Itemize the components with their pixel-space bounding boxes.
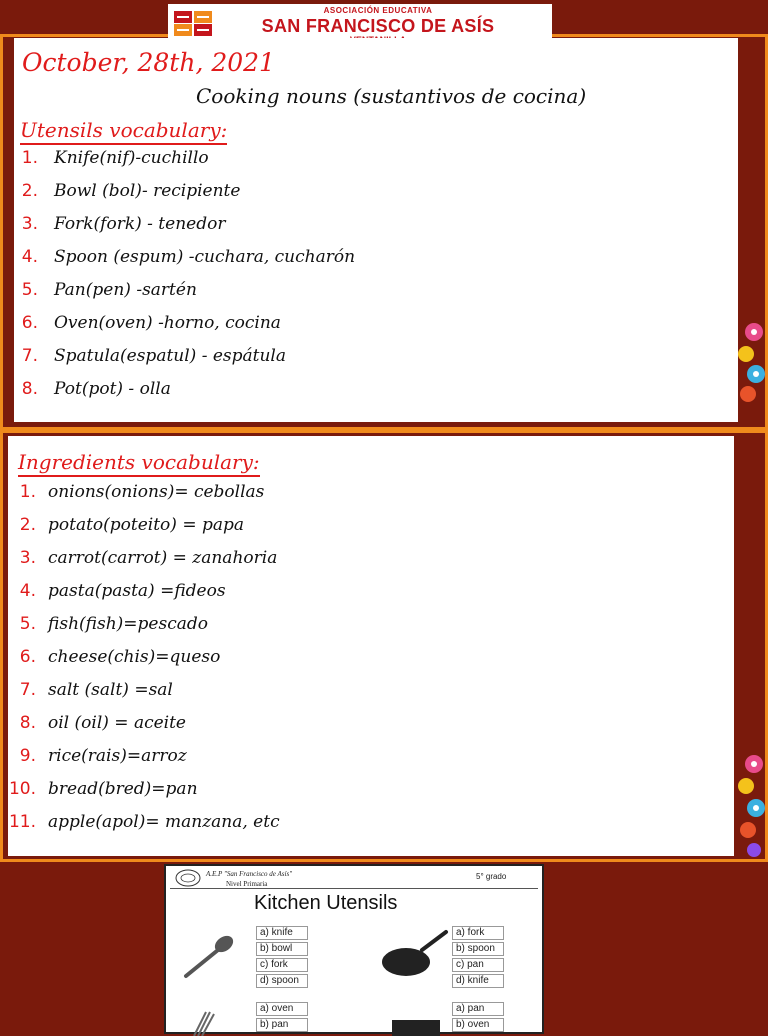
school-logo-icon xyxy=(172,7,236,37)
list-item-text: onions(onions)= cebollas xyxy=(48,482,265,502)
worksheet-divider xyxy=(170,888,538,889)
worksheet-school: A.E.P "San Francisco de Asís" xyxy=(206,870,293,878)
list-item-text: cheese(chis)=queso xyxy=(48,647,221,667)
ingredients-panel xyxy=(8,436,734,856)
ingredients-section-title xyxy=(18,450,260,474)
flower-decoration-icon xyxy=(734,318,768,408)
list-item-number: 10. xyxy=(8,779,36,799)
answer-option[interactable]: a) fork xyxy=(452,926,504,940)
date-line xyxy=(22,48,275,77)
answer-option[interactable]: b) spoon xyxy=(452,942,504,956)
answer-option[interactable]: c) pan xyxy=(452,958,504,972)
list-item-text: carrot(carrot) = zanahoria xyxy=(48,548,278,568)
list-item-number: 4. xyxy=(19,581,36,601)
list-item-text: Spatula(espatul) - espátula xyxy=(54,346,287,366)
list-item-text: fish(fish)=pescado xyxy=(48,614,208,634)
list-item-number: 3. xyxy=(19,548,36,568)
school-seal-icon xyxy=(174,869,202,887)
list-item-text: rice(rais)=arroz xyxy=(48,746,187,766)
list-item-number: 6. xyxy=(21,313,38,333)
list-item-text: oil (oil) = aceite xyxy=(48,713,186,733)
date-text: October, 28th, 2021 xyxy=(22,48,275,77)
school-name: SAN FRANCISCO DE ASÍS xyxy=(261,16,495,36)
list-item-number: 8. xyxy=(21,379,38,399)
pot-icon xyxy=(386,1016,446,1036)
list-item-text: potato(poteito) = papa xyxy=(48,515,245,535)
option-group-3 xyxy=(256,1002,308,1034)
list-item-number: 5. xyxy=(21,280,38,300)
option-group-4 xyxy=(452,1002,504,1034)
list-item-text: Knife(nif)-cuchillo xyxy=(54,148,209,168)
answer-option[interactable]: b) bowl xyxy=(256,942,308,956)
list-item-text: Spoon (espum) -cuchara, cucharón xyxy=(54,247,356,267)
list-item-number: 11. xyxy=(8,812,36,832)
flower-decoration-icon xyxy=(734,750,768,860)
list-item-number: 9. xyxy=(19,746,36,766)
answer-option[interactable]: b) pan xyxy=(256,1018,308,1032)
list-item-number: 5. xyxy=(19,614,36,634)
worksheet-title: Kitchen Utensils xyxy=(254,892,398,914)
answer-option[interactable]: c) fork xyxy=(256,958,308,972)
list-item-number: 7. xyxy=(21,346,38,366)
list-item-number: 1. xyxy=(19,482,36,502)
list-item-number: 8. xyxy=(19,713,36,733)
utensils-panel xyxy=(14,38,738,422)
list-item-number: 2. xyxy=(21,181,38,201)
list-item-number: 3. xyxy=(21,214,38,234)
answer-option[interactable]: d) knife xyxy=(452,974,504,988)
answer-option[interactable]: a) knife xyxy=(256,926,308,940)
association-label: ASOCIACIÓN EDUCATIVA xyxy=(323,6,433,15)
list-item-number: 4. xyxy=(21,247,38,267)
list-item-text: salt (salt) =sal xyxy=(48,680,173,700)
utensils-title-text: Utensils vocabulary: xyxy=(20,118,227,145)
list-item-text: Pot(pot) - olla xyxy=(54,379,171,399)
list-item-text: apple(apol)= manzana, etc xyxy=(48,812,280,832)
list-item-text: Oven(oven) -horno, cocina xyxy=(54,313,281,333)
list-item-text: bread(bred)=pan xyxy=(48,779,198,799)
list-item-number: 6. xyxy=(19,647,36,667)
fork-icon xyxy=(184,1006,224,1036)
utensils-section-title xyxy=(20,118,227,142)
answer-option[interactable]: d) spoon xyxy=(256,974,308,988)
worksheet-grade: 5° grado xyxy=(476,872,507,881)
list-item-text: pasta(pasta) =fideos xyxy=(48,581,226,601)
answer-option[interactable]: a) pan xyxy=(452,1002,504,1016)
list-item-number: 2. xyxy=(19,515,36,535)
list-item-number: 7. xyxy=(19,680,36,700)
worksheet-level: Nivel Primaria xyxy=(226,880,268,888)
answer-option[interactable]: b) oven xyxy=(452,1018,504,1032)
spoon-icon xyxy=(180,932,240,982)
school-banner xyxy=(168,4,552,38)
kitchen-utensils-worksheet xyxy=(164,864,544,1034)
frying-pan-icon xyxy=(380,930,450,980)
option-group-2 xyxy=(452,926,504,990)
list-item-text: Fork(fork) - tenedor xyxy=(54,214,226,234)
lesson-subtitle: Cooking nouns (sustantivos de cocina) xyxy=(196,84,587,108)
list-item-text: Pan(pen) -sartén xyxy=(54,280,197,300)
ingredients-title-text: Ingredients vocabulary: xyxy=(18,450,260,477)
option-group-1 xyxy=(256,926,308,990)
list-item-number: 1. xyxy=(21,148,38,168)
list-item-text: Bowl (bol)- recipiente xyxy=(54,181,241,201)
answer-option[interactable]: a) oven xyxy=(256,1002,308,1016)
